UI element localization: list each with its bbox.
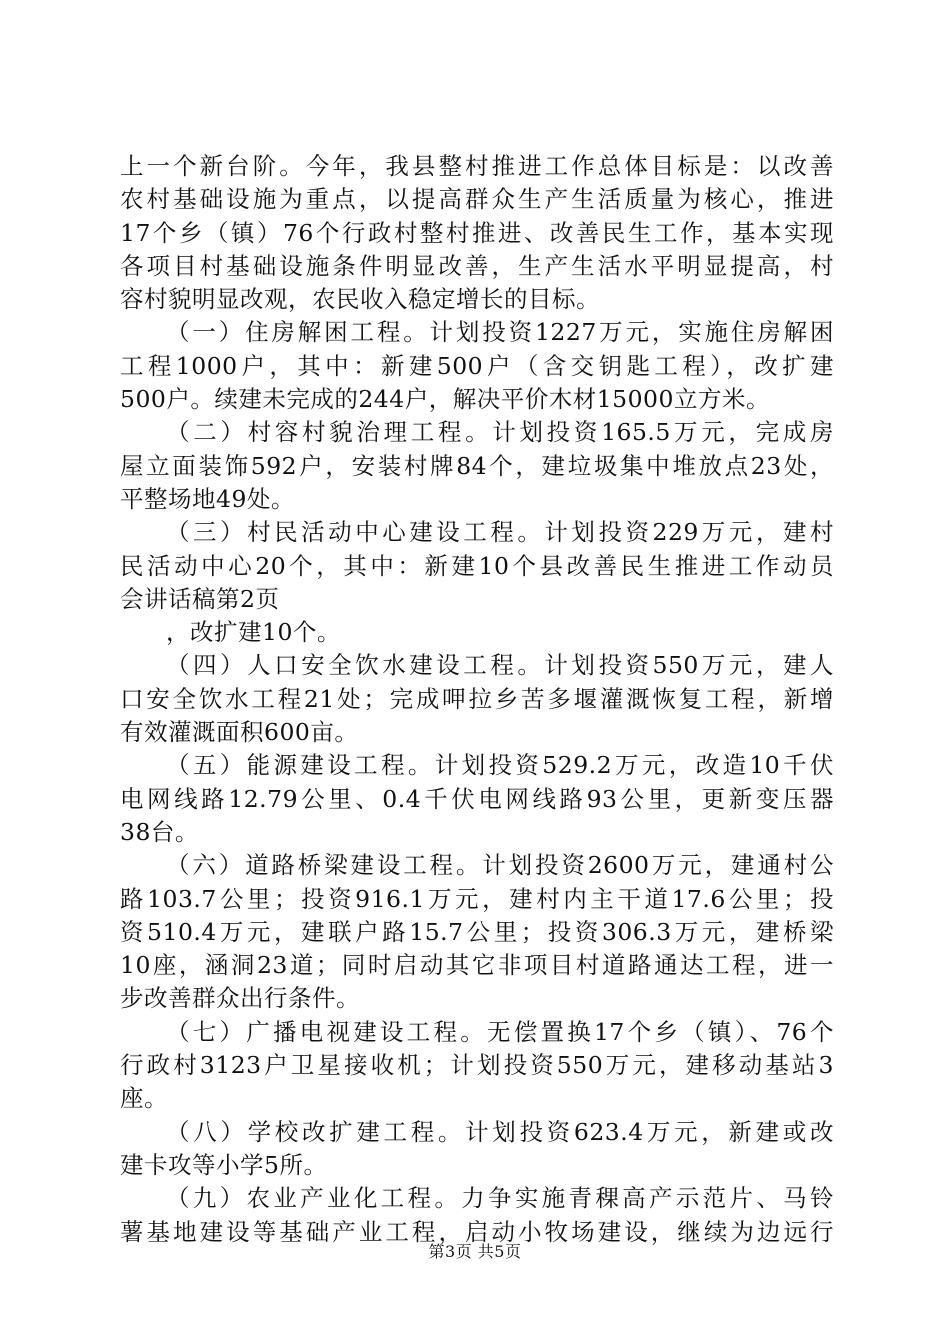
page-footer [0, 1242, 950, 1262]
text-line: 有效灌溉面积600亩。 [120, 718, 359, 747]
page-number-label: 第3页 共5页 [428, 1242, 522, 1261]
text-line: 屋立面装饰592户，安装村牌84个，建垃圾集中堆放点23处， [120, 451, 834, 480]
text-line: （七）广播电视建设工程。无偿置换17个乡（镇）、76个 [166, 1017, 834, 1046]
text-line: 容村貌明显改观，农民收入稳定增长的目标。 [120, 285, 600, 314]
text-line: 路103.7公里；投资916.1万元，建村内主干道17.6公里；投 [120, 884, 834, 913]
text-line: 17个乡（镇）76个行政村整村推进、改善民生工作，基本实现 [120, 218, 834, 247]
document-body [120, 150, 834, 1249]
text-line: 座。 [120, 1084, 168, 1113]
text-line: （四）人口安全饮水建设工程。计划投资550万元，建人 [166, 651, 834, 680]
text-line: （五）能源建设工程。计划投资529.2万元，改造10千伏 [166, 751, 834, 780]
text-line: 民活动中心20个，其中：新建10个县改善民生推进工作动员 [120, 551, 834, 580]
text-line: 资510.4万元，建联户路15.7公里；投资306.3万元，建桥梁 [120, 917, 834, 946]
text-line: 建卡攻等小学5所。 [120, 1150, 328, 1179]
text-line: 38台。 [120, 817, 199, 846]
text-line: 平整场地49处。 [120, 484, 295, 513]
text-line: 各项目村基础设施条件明显改善，生产生活水平明显提高，村 [120, 251, 834, 280]
text-line: （八）学校改扩建工程。计划投资623.4万元，新建或改 [166, 1117, 834, 1146]
text-line: 行政村3123户卫星接收机；计划投资550万元，建移动基站3 [120, 1051, 834, 1080]
text-line: 电网线路12.79公里、0.4千伏电网线路93公里，更新变压器 [120, 784, 834, 813]
text-line: 500户。续建未完成的244户，解决平价木材15000立方米。 [120, 385, 770, 414]
text-line: 会讲话稿第2页 [120, 584, 280, 613]
text-line: ，改扩建10个。 [166, 618, 341, 647]
text-line: 上一个新台阶。今年，我县整村推进工作总体目标是：以改善 [120, 152, 834, 180]
text-line: （六）道路桥梁建设工程。计划投资2600万元，建通村公 [166, 851, 834, 880]
text-line: （二）村容村貌治理工程。计划投资165.5万元，完成房 [166, 418, 834, 447]
text-line: 工程1000户，其中：新建500户（含交钥匙工程），改扩建 [120, 351, 834, 380]
text-line: 10座，涵洞23道；同时启动其它非项目村道路通达工程，进一 [120, 951, 834, 980]
text-line: 薯基地建设等基础产业工程，启动小牧场建设，继续为边远行 [120, 1217, 834, 1246]
text-line: （九）农业产业化工程。力争实施青稞高产示范片、马铃 [166, 1184, 834, 1213]
text-line: （一）住房解困工程。计划投资1227万元，实施住房解困 [166, 318, 834, 347]
text-line: 步改善群众出行条件。 [120, 984, 360, 1013]
text-line: 口安全饮水工程21处；完成呷拉乡苦多堰灌溉恢复工程，新增 [120, 684, 834, 713]
text-line: （三）村民活动中心建设工程。计划投资229万元，建村 [166, 518, 834, 547]
text-line: 农村基础设施为重点，以提高群众生产生活质量为核心，推进 [120, 185, 834, 214]
